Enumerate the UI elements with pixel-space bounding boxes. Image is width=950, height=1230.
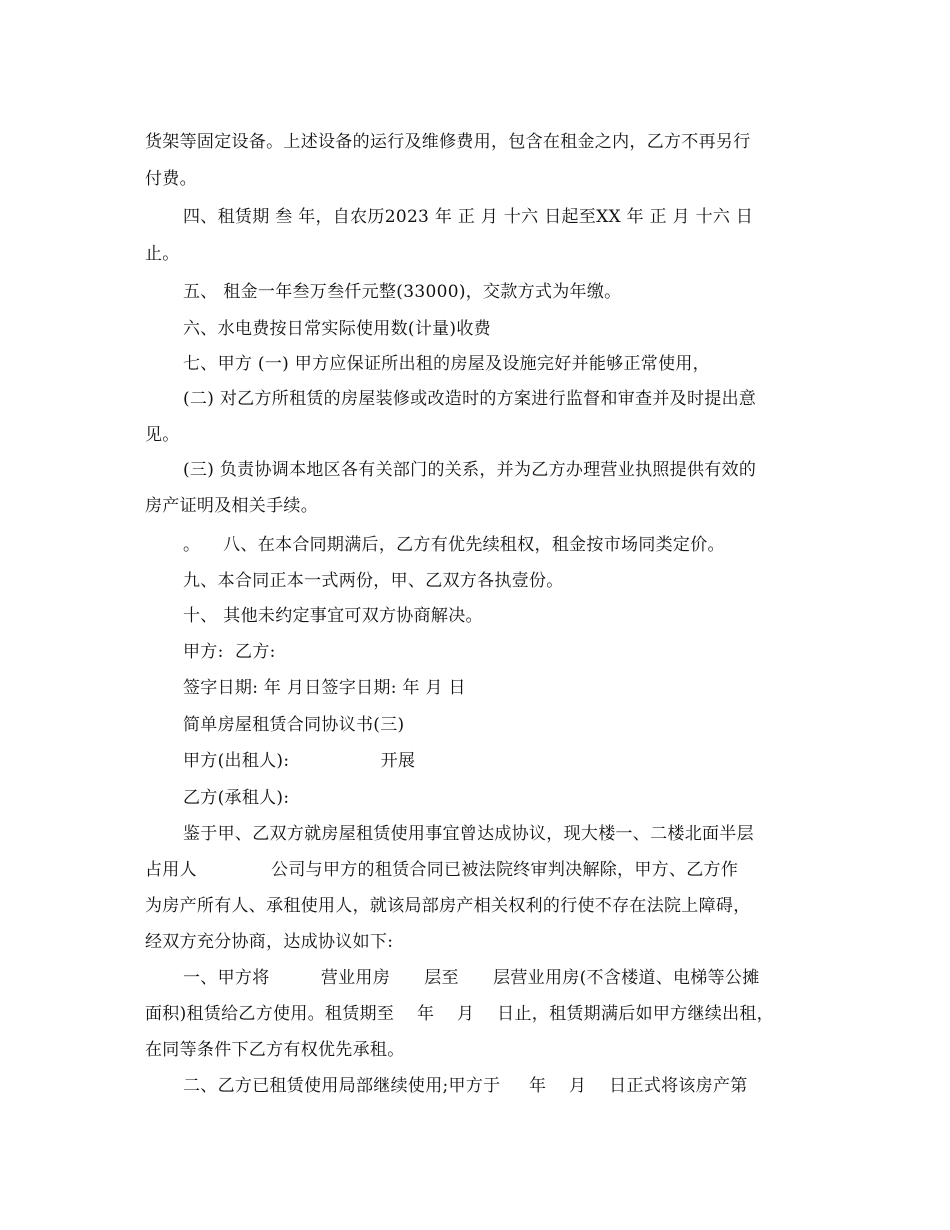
text-line: 经双方充分协商，达成协议如下: xyxy=(145,932,394,952)
text-line: 见。 xyxy=(145,425,180,445)
text-line: 止。 xyxy=(145,244,180,264)
text-line: 货架等固定设备。上述设备的运行及维修费用，包含在租金之内，乙方不再另行 xyxy=(145,132,751,152)
text-line: (三) 负责协调本地区各有关部门的关系，并为乙方办理营业执照提供有效的 xyxy=(183,460,757,480)
text-line: 为房产所有人、承租使用人，就该局部房产相关权利的行使不存在法院上障碍， xyxy=(145,896,751,916)
party-a: 甲方(出租人): 开展 xyxy=(183,751,416,771)
text-line: 在同等条件下乙方有权优先承租。 xyxy=(145,1040,405,1060)
text-line: 占用人 公司与甲方的租赁合同已被法院终审判决解除，甲方、乙方作 xyxy=(145,860,739,880)
text-line: 房产证明及相关手续。 xyxy=(145,496,318,516)
section-title: 简单房屋租赁合同协议书(三) xyxy=(183,715,405,735)
text-line: 六、水电费按日常实际使用数(计量)收费 xyxy=(183,319,491,339)
text-line: 一、甲方将 营业用房 层至 层营业用房(不含楼道、电梯等公摊 xyxy=(183,968,760,988)
text-line: (二) 对乙方所租赁的房屋装修或改造时的方案进行监督和审查并及时提出意 xyxy=(183,389,757,409)
text-line: 面积)租赁给乙方使用。租赁期至 年 月 日止，租赁期满后如甲方继续出租， xyxy=(145,1004,774,1024)
text-line: 四、租赁期 叁 年，自农历2023 年 正 月 十六 日起至XX 年 正 月 十六 日 xyxy=(183,207,754,227)
text-line: 九、本合同正本一式两份，甲、乙双方各执壹份。 xyxy=(183,571,564,591)
text-line: 二、乙方已租赁使用局部继续使用;甲方于 年 月 日正式将该房产第 xyxy=(183,1076,748,1096)
text-line: 五、 租金一年叁万叁仟元整(33000)，交款方式为年缴。 xyxy=(183,282,622,302)
text-line: 付费。 xyxy=(145,169,197,189)
signature-dates: 签字日期: 年 月日签字日期: 年 月 日 xyxy=(183,678,466,698)
text-line: 七、甲方 (一) 甲方应保证所出租的房屋及设施完好并能够正常使用， xyxy=(183,354,710,374)
party-b: 乙方(承租人): xyxy=(183,788,290,808)
signature-parties: 甲方: 乙方: xyxy=(183,642,276,662)
text-line: 。 八、在本合同期满后，乙方有优先续租权，租金按市场同类定价。 xyxy=(183,535,725,555)
text-line: 鉴于甲、乙双方就房屋租赁使用事宜曾达成协议，现大楼一、二楼北面半层 xyxy=(183,824,754,844)
text-line: 十、 其他未约定事宜可双方协商解决。 xyxy=(183,606,483,626)
